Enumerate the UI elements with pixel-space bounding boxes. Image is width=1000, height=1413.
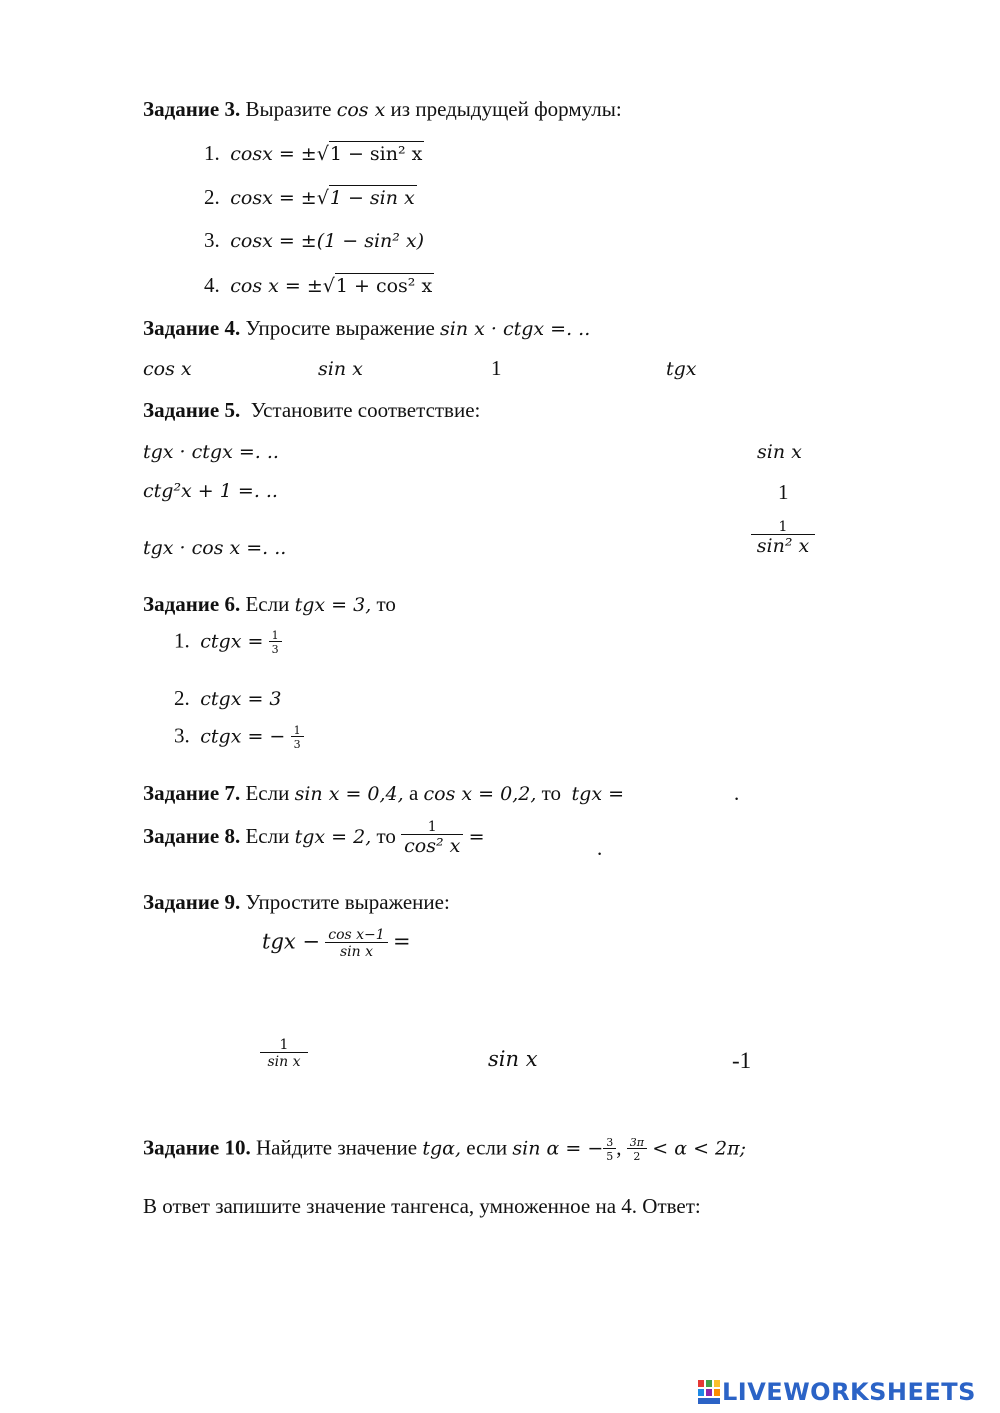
task-6-option-1[interactable]: 1. ctgx = $\frac{1}{3}$ bbox=[174, 630, 282, 655]
task-6-option-2[interactable]: 2. ctgx = 3 bbox=[174, 686, 282, 710]
task-9-heading: Задание 9. Упростите выражение: bbox=[143, 890, 450, 914]
task-5-heading: Задание 5. Установите соответствие: bbox=[143, 398, 481, 422]
task-10-heading: Задание 10. Найдите значение tgα, если sin α = − $\frac{3}{5}$ , $\frac{3\pi}{2}$ < α < 2π; bbox=[143, 1135, 747, 1163]
task-10-answer-prompt: В ответ запишите значение тангенса, умноженное на 4. Ответ: bbox=[143, 1194, 701, 1218]
task-7-heading: Задание 7. Если sin x = 0,4, а cos x = 0,2, то tgx = bbox=[143, 781, 624, 805]
liveworksheets-logo-icon bbox=[698, 1380, 720, 1404]
task-5-right-1[interactable]: sin x bbox=[757, 441, 802, 463]
task-4-heading: Задание 4. Упросите выражение sin x · ctgx =. .. bbox=[143, 316, 591, 340]
task-4-answer-1[interactable]: cos x bbox=[143, 358, 192, 380]
task-6-heading: Задание 6. Если tgx = 3, то bbox=[143, 592, 396, 616]
task-4-answer-2[interactable]: sin x bbox=[318, 358, 363, 380]
task-3-option-1[interactable]: 1. cosx = ±√1 − sin² x bbox=[204, 141, 423, 165]
task-9-answer-3[interactable]: -1 bbox=[732, 1048, 752, 1073]
task-5-right-3[interactable]: $\frac{1}{\text{sin² x}}$ bbox=[751, 520, 815, 556]
task-5-left-2[interactable]: ctg²x + 1 =. .. bbox=[143, 480, 278, 502]
task-9-answer-2[interactable]: sin x bbox=[488, 1047, 538, 1071]
task-5-right-2[interactable]: 1 bbox=[778, 480, 789, 504]
task-7-dot: . bbox=[734, 781, 740, 805]
task-9-answer-1[interactable]: $\frac{1}{\text{sin x}}$ bbox=[260, 1038, 308, 1069]
task-3-option-4[interactable]: 4. cos x = ±√1 + cos² x bbox=[204, 273, 433, 297]
task-10-answer-field[interactable] bbox=[776, 1192, 926, 1218]
task-8-dot: . bbox=[597, 836, 603, 860]
task-8-heading: Задание 8. Если tgx = 2, то $\frac{1}{\text{cos² x}}$ = bbox=[143, 819, 485, 857]
task-8-answer-field[interactable] bbox=[530, 832, 590, 856]
task-5-left-1[interactable]: tgx · ctgx =. .. bbox=[143, 441, 279, 463]
footer-brand: LIVEWORKSHEETS bbox=[722, 1378, 976, 1406]
task-9-expression: tgx − $\frac{\text{cos x−1}}{\text{sin x}}$ = bbox=[262, 927, 411, 960]
task-5-left-3[interactable]: tgx · cos x =. .. bbox=[143, 537, 287, 559]
task-3-option-2[interactable]: 2. cosx = ±√1 − sin x bbox=[204, 185, 415, 209]
task-6-option-3[interactable]: 3. ctgx = − $\frac{1}{3}$ bbox=[174, 725, 304, 750]
task-3-option-3[interactable]: 3. cosx = ±(1 − sin² x) bbox=[204, 228, 425, 252]
task-3-heading: Задание 3. Выразите cos x из предыдущей формулы: bbox=[143, 97, 622, 121]
task-4-answer-4[interactable]: tgx bbox=[666, 358, 697, 380]
task-7-answer-field[interactable] bbox=[684, 780, 732, 804]
task-4-answer-3[interactable]: 1 bbox=[491, 356, 502, 380]
